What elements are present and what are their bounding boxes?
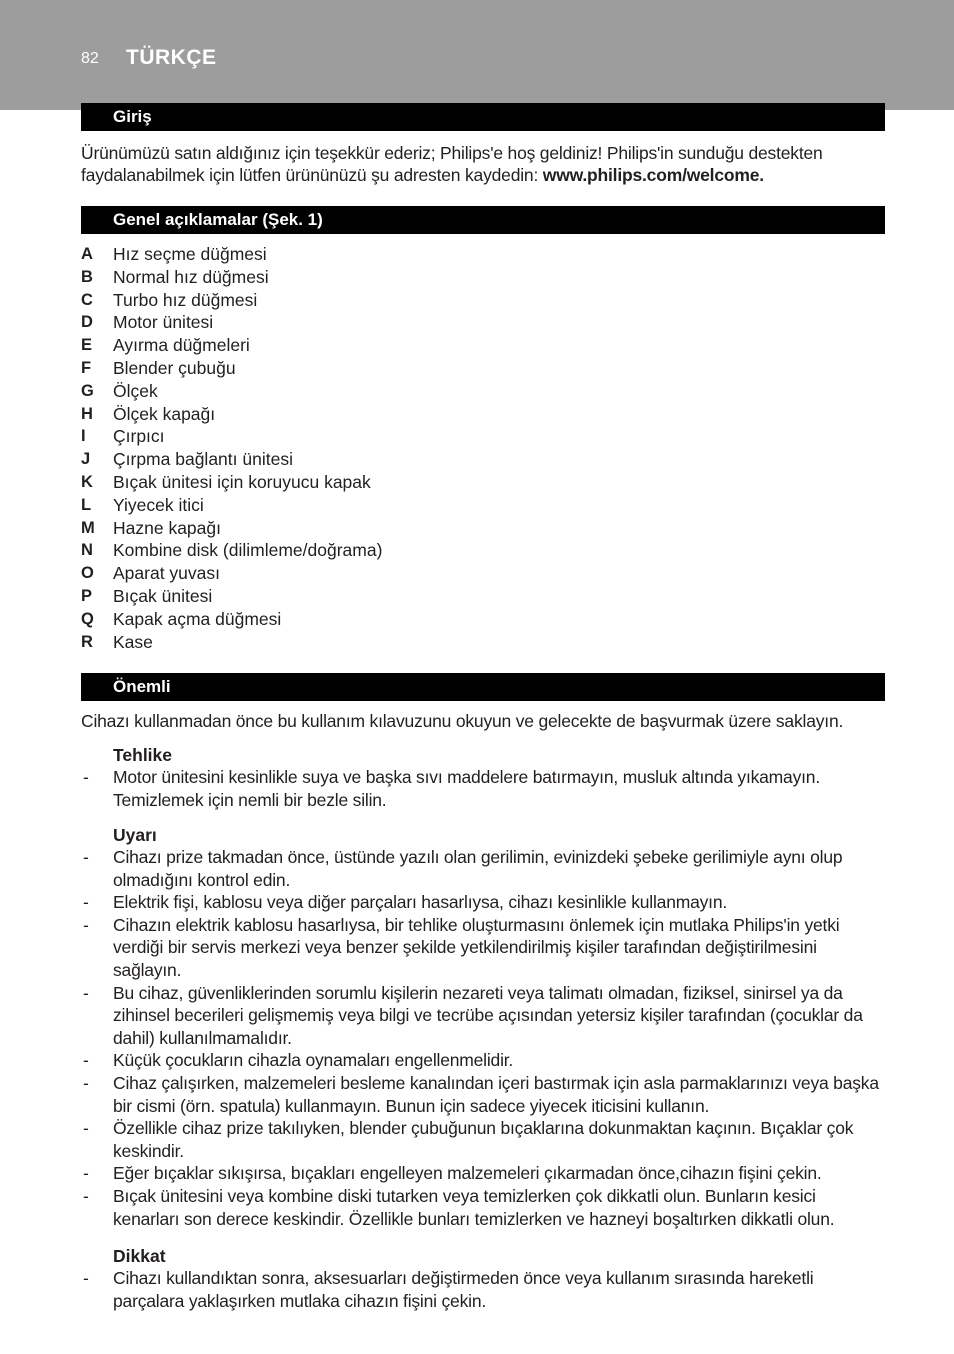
part-label: Çırpıcı xyxy=(113,426,165,447)
part-label: Blender çubuğu xyxy=(113,357,236,378)
part-item xyxy=(81,403,681,426)
part-item xyxy=(81,289,681,312)
part-label: Ölçek xyxy=(113,380,158,401)
warning-heading: Uyarı xyxy=(113,825,157,845)
bullet-dash: - xyxy=(83,767,89,787)
part-letter: Q xyxy=(81,609,94,628)
part-letter: F xyxy=(81,358,92,377)
part-label: Ayırma düğmeleri xyxy=(113,335,250,356)
list-item xyxy=(81,766,881,811)
part-label: Yiyecek itici xyxy=(113,494,204,515)
part-item xyxy=(81,494,681,517)
intro-paragraph xyxy=(81,142,881,186)
caution-list xyxy=(81,1267,881,1312)
part-item xyxy=(81,562,681,585)
list-item-text: Küçük çocukların cihazla oynamaları engellenmelidir. xyxy=(113,1050,514,1071)
part-letter: J xyxy=(81,450,91,469)
list-item-text: Cihazı kullandıktan sonra, aksesuarları değiştirmeden önce veya kullanım sırasında hareketli parçalara yaklaşırken mutlaka cihazın fişini çekin. xyxy=(113,1268,814,1311)
part-label: Kase xyxy=(113,631,153,652)
part-letter: B xyxy=(81,267,93,286)
section-header-important xyxy=(81,673,885,701)
list-item-text: Eğer bıçaklar sıkışırsa, bıçakları engelleyen malzemeleri çıkarmadan önce,cihazın fişini çekin. xyxy=(113,1163,822,1184)
bullet-dash: - xyxy=(83,847,89,867)
intro-text: Ürünümüzü satın aldığınız için teşekkür ederiz; Philips'e hoş geldiniz! Philips'in sunduğu destekten faydalanabilmek için lütfen ürününüzü şu adresten kaydedin: xyxy=(81,143,823,185)
part-label: Bıçak ünitesi xyxy=(113,585,213,606)
part-letter: C xyxy=(81,290,93,309)
list-item-text: Elektrik fişi, kablosu veya diğer parçaları hasarlıysa, cihazı kesinlikle kullanmayın. xyxy=(113,892,728,913)
bullet-dash: - xyxy=(83,1118,89,1139)
list-item-text: Bıçak ünitesini veya kombine diski tutarken veya temizlerken çok dikkatli olun. Bunların kesici kenarları son derece keskindir. Özellikle bunları temizlerken ve hazneyi boşaltırken dikkatli olun. xyxy=(113,1185,835,1229)
welcome-link[interactable]: www.philips.com/welcome. xyxy=(542,165,764,185)
warning-list xyxy=(81,846,881,1230)
part-letter: A xyxy=(81,245,93,263)
part-label: Turbo hız düğmesi xyxy=(113,289,258,310)
list-item-text: Özellikle cihaz prize takılıyken, blender çubuğunun bıçaklarına dokunmaktan kaçının. Bıçaklar çok keskindir. xyxy=(113,1118,854,1161)
part-letter: N xyxy=(81,541,93,560)
part-label: Aparat yuvası xyxy=(113,563,220,584)
part-label: Ölçek kapağı xyxy=(113,403,216,424)
part-item xyxy=(81,608,681,631)
part-item xyxy=(81,380,681,403)
page-number: 82 xyxy=(81,50,99,67)
bullet-dash: - xyxy=(83,1268,89,1288)
part-item xyxy=(81,266,681,289)
list-item-text: Cihaz çalışırken, malzemeleri besleme kanalından içeri bastırmak için asla parmaklarınızı veya başka bir cismi (örn. spatula) kullanmayın. Bunun için sadece yiyecek iticisini kullanın. xyxy=(113,1072,879,1116)
part-letter: R xyxy=(81,632,93,651)
part-letter: I xyxy=(81,427,86,446)
list-item xyxy=(81,1117,881,1162)
list-item xyxy=(81,1162,881,1185)
part-label: Hız seçme düğmesi xyxy=(113,244,267,264)
bullet-dash: - xyxy=(83,1072,89,1093)
part-letter: E xyxy=(81,336,93,355)
part-item xyxy=(81,585,681,608)
part-item xyxy=(81,243,681,266)
part-item xyxy=(81,471,681,494)
part-label: Motor ünitesi xyxy=(113,312,214,333)
part-letter: D xyxy=(81,313,93,332)
part-item xyxy=(81,448,681,471)
part-letter: P xyxy=(81,586,93,605)
language-title: TÜRKÇE xyxy=(126,46,217,69)
bullet-dash: - xyxy=(83,982,89,1003)
bullet-dash: - xyxy=(83,892,89,913)
list-item xyxy=(81,1072,881,1117)
list-item-text: Cihazı prize takmadan önce, üstünde yazılı olan gerilimin, evinizdeki şebeke gerilimiyle aynı olup olmadığını kontrol edin. xyxy=(113,847,843,890)
part-label: Kombine disk (dilimleme/doğrama) xyxy=(113,540,383,561)
bullet-dash: - xyxy=(83,914,89,935)
bullet-dash: - xyxy=(83,1163,89,1184)
list-item xyxy=(81,914,881,982)
part-letter: L xyxy=(81,495,92,514)
list-item-text: Motor ünitesini kesinlikle suya ve başka sıvı maddelere batırmayın, musluk altında yıkamayın. Temizlemek için nemli bir bezle silin. xyxy=(113,767,821,810)
part-label: Hazne kapağı xyxy=(113,517,221,538)
list-item xyxy=(81,982,881,1050)
section-header-general xyxy=(81,206,885,234)
part-letter: H xyxy=(81,404,93,423)
danger-heading: Tehlike xyxy=(113,745,173,765)
part-label: Bıçak ünitesi için koruyucu kapak xyxy=(113,471,371,492)
part-item xyxy=(81,631,681,654)
list-item xyxy=(81,846,881,891)
part-item xyxy=(81,425,681,448)
danger-list xyxy=(81,766,881,811)
bullet-dash: - xyxy=(83,1050,89,1071)
part-letter: M xyxy=(81,518,95,537)
list-item-text: Bu cihaz, güvenliklerinden sorumlu kişilerin nezareti veya talimatı olmadan, fiziksel, sinirsel ya da zihinsel becerileri gelişmemiş veya bilgi ve tecrübe açısından yetersiz kişiler tarafından (çocuklar da dahil) kullanılmamalıdır. xyxy=(113,982,863,1048)
section-title: Genel açıklamalar (Şek. 1) xyxy=(113,210,323,229)
list-item-text: Cihazın elektrik kablosu hasarlıysa, bir tehlike oluşturmasını önlemek için mutlaka Philips'in yetki verdiği bir servis merkezi veya benzer şekilde yetkilendirilmiş kişiler tarafından değiştirilmesini sağlayın. xyxy=(113,914,840,980)
list-item xyxy=(81,1185,881,1230)
part-item xyxy=(81,357,681,380)
part-item xyxy=(81,517,681,540)
list-item xyxy=(81,1049,881,1072)
part-item xyxy=(81,539,681,562)
part-label: Çırpma bağlantı ünitesi xyxy=(113,449,293,470)
part-item xyxy=(81,311,681,334)
parts-list xyxy=(81,243,681,653)
list-item xyxy=(81,891,881,914)
part-label: Kapak açma düğmesi xyxy=(113,608,282,629)
part-letter: K xyxy=(81,472,93,491)
important-paragraph: Cihazı kullanmadan önce bu kullanım kılavuzunu okuyun ve gelecekte de başvurmak üzere saklayın. xyxy=(81,711,844,731)
part-item xyxy=(81,334,681,357)
part-letter: G xyxy=(81,381,94,400)
bullet-dash: - xyxy=(83,1185,89,1206)
page-header xyxy=(0,0,954,110)
caution-heading: Dikkat xyxy=(113,1246,166,1266)
list-item xyxy=(81,1267,881,1312)
part-label: Normal hız düğmesi xyxy=(113,266,269,287)
section-title: Önemli xyxy=(113,677,171,696)
section-header-intro xyxy=(81,103,885,131)
section-title: Giriş xyxy=(113,107,152,126)
part-letter: O xyxy=(81,564,94,583)
